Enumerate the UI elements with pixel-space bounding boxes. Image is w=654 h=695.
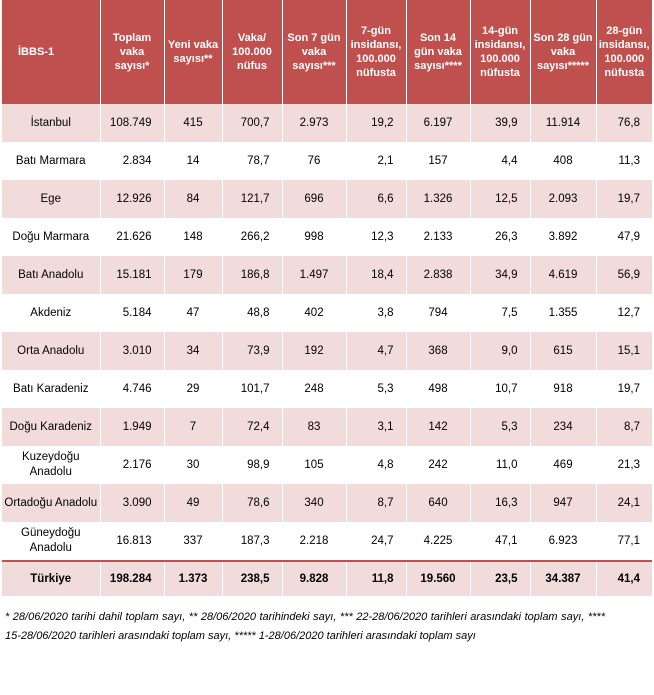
value-cell: 76 — [282, 142, 346, 180]
value-cell: 4,4 — [470, 142, 530, 180]
value-cell: 186,8 — [222, 256, 282, 294]
region-cell: Doğu Marmara — [2, 218, 100, 256]
value-cell: 47,1 — [470, 522, 530, 561]
value-cell: 4.619 — [530, 256, 596, 294]
value-cell: 41,4 — [596, 561, 652, 596]
value-cell: 16.813 — [100, 522, 164, 561]
value-cell: 2.176 — [100, 446, 164, 484]
header-cell: Toplam vaka sayısı* — [100, 0, 164, 104]
value-cell: 266,2 — [222, 218, 282, 256]
value-cell: 2.838 — [406, 256, 470, 294]
value-cell: 3,1 — [346, 408, 406, 446]
header-cell: İBBS-1 — [2, 0, 100, 104]
value-cell: 498 — [406, 370, 470, 408]
value-cell: 14 — [164, 142, 222, 180]
table-row — [2, 218, 652, 256]
value-cell: 3.892 — [530, 218, 596, 256]
value-cell: 142 — [406, 408, 470, 446]
region-cell: Akdeniz — [2, 294, 100, 332]
value-cell: 12,5 — [470, 180, 530, 218]
value-cell: 2.133 — [406, 218, 470, 256]
value-cell: 56,9 — [596, 256, 652, 294]
covid-region-table — [2, 0, 652, 596]
value-cell: 469 — [530, 446, 596, 484]
value-cell: 10,7 — [470, 370, 530, 408]
value-cell: 368 — [406, 332, 470, 370]
table-row — [2, 332, 652, 370]
value-cell: 234 — [530, 408, 596, 446]
value-cell: 34 — [164, 332, 222, 370]
value-cell: 121,7 — [222, 180, 282, 218]
value-cell: 337 — [164, 522, 222, 561]
value-cell: 108.749 — [100, 104, 164, 142]
value-cell: 78,6 — [222, 484, 282, 522]
value-cell: 918 — [530, 370, 596, 408]
header-cell: Son 14 gün vaka sayısı**** — [406, 0, 470, 104]
value-cell: 26,3 — [470, 218, 530, 256]
value-cell: 101,7 — [222, 370, 282, 408]
table-row — [2, 522, 652, 561]
value-cell: 248 — [282, 370, 346, 408]
header-cell: 7-gün insidansı, 100.000 nüfusta — [346, 0, 406, 104]
value-cell: 19,7 — [596, 180, 652, 218]
value-cell: 947 — [530, 484, 596, 522]
value-cell: 408 — [530, 142, 596, 180]
header-cell: 28-gün insidansı, 100.000 nüfusta — [596, 0, 652, 104]
value-cell: 11,0 — [470, 446, 530, 484]
value-cell: 72,4 — [222, 408, 282, 446]
value-cell: 19.560 — [406, 561, 470, 596]
value-cell: 4.746 — [100, 370, 164, 408]
value-cell: 615 — [530, 332, 596, 370]
value-cell: 21,3 — [596, 446, 652, 484]
region-cell: Batı Anadolu — [2, 256, 100, 294]
table-row — [2, 104, 652, 142]
value-cell: 76,8 — [596, 104, 652, 142]
region-cell: Doğu Karadeniz — [2, 408, 100, 446]
value-cell: 415 — [164, 104, 222, 142]
value-cell: 7,5 — [470, 294, 530, 332]
region-cell: Ortadoğu Anadolu — [2, 484, 100, 522]
value-cell: 24,1 — [596, 484, 652, 522]
value-cell: 15.181 — [100, 256, 164, 294]
value-cell: 39,9 — [470, 104, 530, 142]
value-cell: 30 — [164, 446, 222, 484]
value-cell: 640 — [406, 484, 470, 522]
region-cell: Güneydoğu Anadolu — [2, 522, 100, 561]
value-cell: 1.355 — [530, 294, 596, 332]
value-cell: 3.090 — [100, 484, 164, 522]
value-cell: 18,4 — [346, 256, 406, 294]
value-cell: 3,8 — [346, 294, 406, 332]
value-cell: 5,3 — [346, 370, 406, 408]
value-cell: 6.923 — [530, 522, 596, 561]
footnote: * 28/06/2020 tarihi dahil toplam sayı, ** 28/06/2020 tarihindeki sayı, *** 22-28/06/2020 tarihleri arasındaki toplam sayı, **** 15-28/06/2020 tarihleri arasındaki toplam sayı, ***** 1-28/06/2020 tarihleri arasındaki toplam sayı — [5, 611, 605, 642]
value-cell: 192 — [282, 332, 346, 370]
value-cell: 5,3 — [470, 408, 530, 446]
value-cell: 29 — [164, 370, 222, 408]
value-cell: 3.010 — [100, 332, 164, 370]
value-cell: 48,8 — [222, 294, 282, 332]
value-cell: 187,3 — [222, 522, 282, 561]
value-cell: 242 — [406, 446, 470, 484]
value-cell: 34,9 — [470, 256, 530, 294]
value-cell: 83 — [282, 408, 346, 446]
value-cell: 21.626 — [100, 218, 164, 256]
region-cell: İstanbul — [2, 104, 100, 142]
value-cell: 78,7 — [222, 142, 282, 180]
value-cell: 198.284 — [100, 561, 164, 596]
value-cell: 4,8 — [346, 446, 406, 484]
value-cell: 15,1 — [596, 332, 652, 370]
header-cell: 14-gün insidansı, 100.000 nüfusta — [470, 0, 530, 104]
value-cell: 402 — [282, 294, 346, 332]
value-cell: 9.828 — [282, 561, 346, 596]
value-cell: 8,7 — [596, 408, 652, 446]
value-cell: 2,1 — [346, 142, 406, 180]
value-cell: 19,7 — [596, 370, 652, 408]
header-row — [2, 0, 652, 104]
region-cell: Batı Karadeniz — [2, 370, 100, 408]
value-cell: 19,2 — [346, 104, 406, 142]
value-cell: 148 — [164, 218, 222, 256]
value-cell: 1.949 — [100, 408, 164, 446]
value-cell: 1.326 — [406, 180, 470, 218]
header-cell: Yeni vaka sayısı** — [164, 0, 222, 104]
value-cell: 6,6 — [346, 180, 406, 218]
table-body — [2, 104, 652, 596]
value-cell: 12.926 — [100, 180, 164, 218]
table-row — [2, 408, 652, 446]
value-cell: 4.225 — [406, 522, 470, 561]
header-cell: Son 7 gün vaka sayısı*** — [282, 0, 346, 104]
value-cell: 23,5 — [470, 561, 530, 596]
table-row — [2, 370, 652, 408]
value-cell: 2.973 — [282, 104, 346, 142]
value-cell: 696 — [282, 180, 346, 218]
value-cell: 238,5 — [222, 561, 282, 596]
region-cell: Türkiye — [2, 561, 100, 596]
table-row — [2, 484, 652, 522]
value-cell: 98,9 — [222, 446, 282, 484]
value-cell: 47,9 — [596, 218, 652, 256]
value-cell: 84 — [164, 180, 222, 218]
value-cell: 11,3 — [596, 142, 652, 180]
value-cell: 5.184 — [100, 294, 164, 332]
total-row — [2, 561, 652, 596]
value-cell: 1.497 — [282, 256, 346, 294]
region-cell: Orta Anadolu — [2, 332, 100, 370]
table-row — [2, 256, 652, 294]
value-cell: 105 — [282, 446, 346, 484]
value-cell: 794 — [406, 294, 470, 332]
region-cell: Kuzeydoğu Anadolu — [2, 446, 100, 484]
value-cell: 24,7 — [346, 522, 406, 561]
header-cell: Son 28 gün vaka sayısı***** — [530, 0, 596, 104]
table-row — [2, 180, 652, 218]
region-cell: Batı Marmara — [2, 142, 100, 180]
value-cell: 9,0 — [470, 332, 530, 370]
value-cell: 998 — [282, 218, 346, 256]
value-cell: 340 — [282, 484, 346, 522]
value-cell: 16,3 — [470, 484, 530, 522]
value-cell: 4,7 — [346, 332, 406, 370]
value-cell: 73,9 — [222, 332, 282, 370]
region-cell: Ege — [2, 180, 100, 218]
value-cell: 2.093 — [530, 180, 596, 218]
value-cell: 77,1 — [596, 522, 652, 561]
table-row — [2, 446, 652, 484]
value-cell: 12,3 — [346, 218, 406, 256]
value-cell: 700,7 — [222, 104, 282, 142]
value-cell: 49 — [164, 484, 222, 522]
header-cell: Vaka/ 100.000 nüfus — [222, 0, 282, 104]
value-cell: 1.373 — [164, 561, 222, 596]
value-cell: 11.914 — [530, 104, 596, 142]
table-row — [2, 294, 652, 332]
value-cell: 8,7 — [346, 484, 406, 522]
value-cell: 7 — [164, 408, 222, 446]
value-cell: 2.218 — [282, 522, 346, 561]
value-cell: 12,7 — [596, 294, 652, 332]
table-row — [2, 142, 652, 180]
value-cell: 34.387 — [530, 561, 596, 596]
value-cell: 47 — [164, 294, 222, 332]
value-cell: 179 — [164, 256, 222, 294]
value-cell: 11,8 — [346, 561, 406, 596]
value-cell: 157 — [406, 142, 470, 180]
value-cell: 6.197 — [406, 104, 470, 142]
value-cell: 2.834 — [100, 142, 164, 180]
